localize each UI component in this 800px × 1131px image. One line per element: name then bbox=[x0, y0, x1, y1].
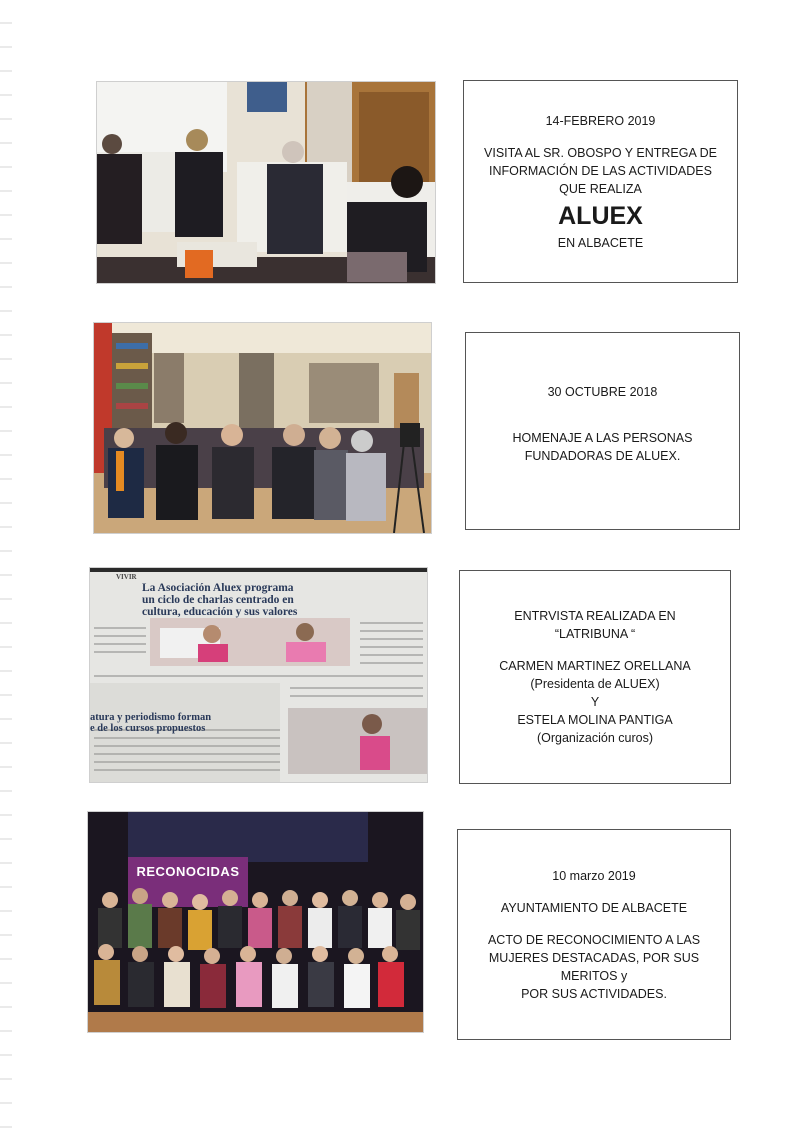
headline-line: un ciclo de charlas centrado en bbox=[142, 594, 294, 606]
caption-line: ACTO DE RECONOCIMIENTO A LAS bbox=[487, 932, 701, 947]
caption-line: POR SUS ACTIVIDADES. bbox=[521, 986, 667, 1001]
brand-name: ALUEX bbox=[558, 201, 643, 230]
binding-holes bbox=[0, 0, 12, 1131]
entry-date: 14-FEBRERO 2019 bbox=[545, 113, 656, 128]
interviewee-role: (Organización curos) bbox=[536, 731, 653, 745]
caption-line: EN ALBACETE bbox=[557, 235, 644, 250]
caption-line: INFORMACIÓN DE LAS ACTIVIDADES bbox=[489, 163, 712, 178]
newspaper-headline bbox=[142, 582, 422, 618]
caption-box-recognition bbox=[457, 829, 731, 1040]
caption-line: AYUNTAMIENTO DE ALBACETE bbox=[500, 900, 688, 915]
event-banner-text: RECONOCIDAS bbox=[136, 864, 240, 879]
photo-recognition-event bbox=[87, 811, 424, 1033]
caption-line: MERITOS y bbox=[560, 968, 628, 983]
entry-date: 10 marzo 2019 bbox=[552, 868, 636, 883]
caption-line: “LATRIBUNA “ bbox=[554, 627, 636, 641]
interviewee-name: ESTELA MOLINA PANTIGA bbox=[517, 713, 673, 727]
caption-line: HOMENAJE A LAS PERSONAS bbox=[512, 431, 693, 445]
newspaper-section: VIVIR bbox=[116, 573, 137, 581]
caption-line: QUE REALIZA bbox=[559, 181, 642, 196]
headline-line: cultura, educación y sus valores bbox=[142, 606, 298, 618]
caption-box-founders-tribute bbox=[465, 332, 740, 530]
photo-founders-tribute bbox=[93, 322, 432, 534]
headline-line: La Asociación Aluex programa bbox=[142, 582, 294, 594]
subhead-line: atura y periodismo forman bbox=[90, 712, 212, 723]
caption-line: ENTRVISTA REALIZADA EN bbox=[514, 609, 676, 623]
caption-line: FUNDADORAS DE ALUEX. bbox=[524, 449, 681, 463]
conjunction: Y bbox=[590, 695, 600, 709]
caption-box-bishop-visit bbox=[463, 80, 738, 283]
photo-meeting-bishop bbox=[96, 81, 436, 284]
entry-date: 30 OCTUBRE 2018 bbox=[547, 385, 658, 399]
caption-line: VISITA AL SR. OBOSPO Y ENTREGA DE bbox=[484, 145, 717, 160]
subhead-line: e de los cursos propuestos bbox=[90, 723, 206, 734]
caption-line: MUJERES DESTACADAS, POR SUS bbox=[488, 950, 700, 965]
interviewee-role: (Presidenta de ALUEX) bbox=[530, 677, 660, 691]
caption-box-interview bbox=[459, 570, 731, 784]
newspaper-subhead bbox=[90, 712, 280, 734]
photo-newspaper-article bbox=[89, 567, 428, 783]
interviewee-name: CARMEN MARTINEZ ORELLANA bbox=[499, 659, 691, 673]
